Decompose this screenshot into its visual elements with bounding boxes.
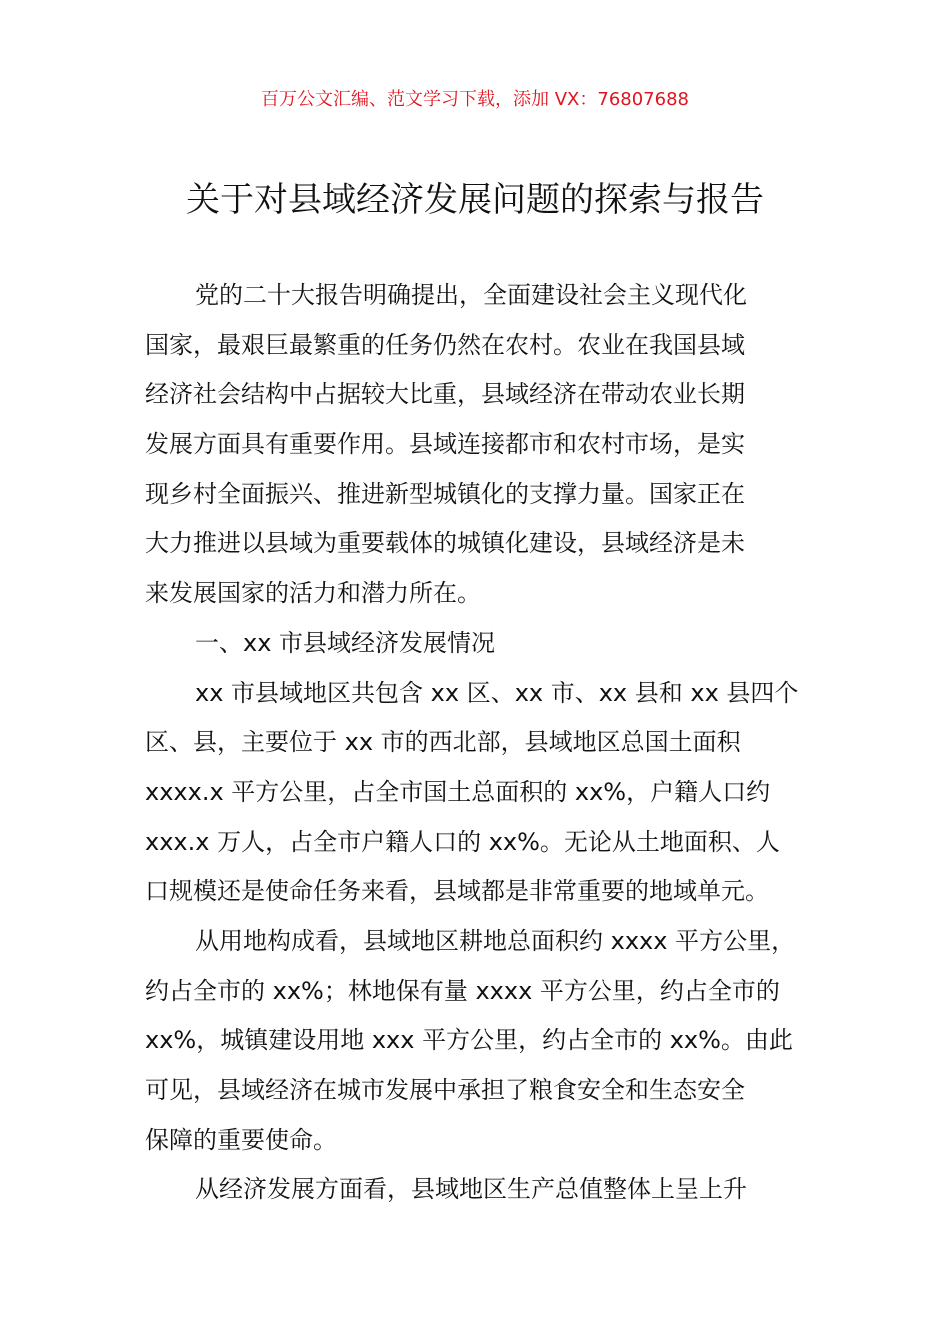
text-line: 区、县，主要位于 xx 市的西北部，县域地区总国土面积 <box>145 728 741 757</box>
paragraph <box>145 669 825 917</box>
text-line: 大力推进以县域为重要载体的城镇化建设，县域经济是未 <box>145 529 745 558</box>
text-line: 口规模还是使命任务来看，县域都是非常重要的地域单元。 <box>145 877 769 906</box>
text-line: 经济社会结构中占据较大比重，县域经济在带动农业长期 <box>145 380 745 409</box>
paragraph <box>145 1165 825 1215</box>
text-line: xx%，城镇建设用地 xxx 平方公里，约占全市的 xx%。由此 <box>145 1026 793 1055</box>
text-line: 可见，县域经济在城市发展中承担了粮食安全和生态安全 <box>145 1076 745 1104</box>
text-line: xx 市县域地区共包含 xx 区、xx 市、xx 县和 xx 县四个 <box>195 678 799 707</box>
text-line: 从经济发展方面看，县域地区生产总值整体上呈上升 <box>195 1175 747 1204</box>
document-title: 关于对县域经济发展问题的探索与报告 <box>186 180 764 220</box>
document-body <box>145 271 825 1215</box>
text-line: 约占全市的 xx%；林地保有量 xxxx 平方公里，约占全市的 <box>145 976 780 1005</box>
text-line: 来发展国家的活力和潜力所在。 <box>145 579 481 608</box>
text-line: xxx.x 万人，占全市户籍人口的 xx%。无论从土地面积、人 <box>145 827 780 856</box>
section-heading <box>145 619 825 669</box>
text-line: 国家，最艰巨最繁重的任务仍然在农村。农业在我国县域 <box>145 330 745 359</box>
text-line: 党的二十大报告明确提出，全面建设社会主义现代化 <box>195 281 747 309</box>
header-promo-note: 百万公文汇编、范文学习下载，添加 VX：76807688 <box>261 89 689 110</box>
text-line: xxxx.x 平方公里，占全市国土总面积的 xx%，户籍人口约 <box>145 777 771 806</box>
text-line: 从用地构成看，县域地区耕地总面积约 xxxx 平方公里， <box>195 926 796 955</box>
paragraph <box>145 271 825 619</box>
text-line: 发展方面具有重要作用。县域连接都市和农村市场，是实 <box>145 430 745 459</box>
text-line: 现乡村全面振兴、推进新型城镇化的支撑力量。国家正在 <box>145 479 745 508</box>
text-line: 保障的重要使命。 <box>145 1125 337 1154</box>
text-line: 一、xx 市县域经济发展情况 <box>195 628 496 657</box>
paragraph <box>145 917 825 1165</box>
